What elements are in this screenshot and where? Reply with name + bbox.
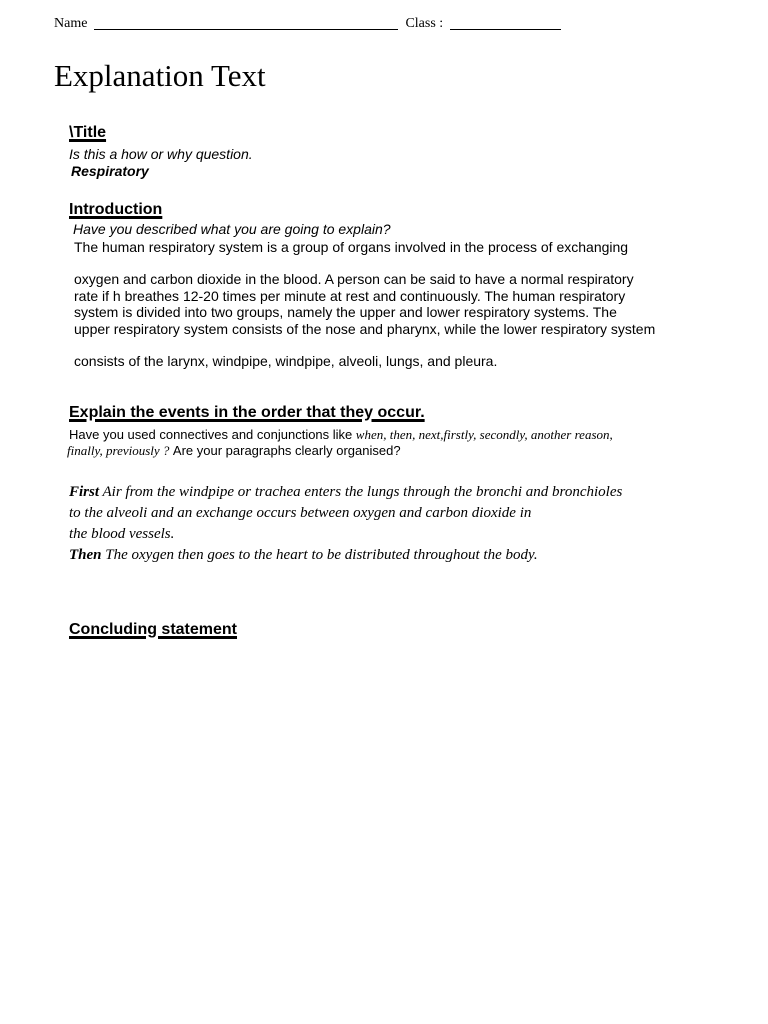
concluding-statement-heading: Concluding statement bbox=[69, 621, 238, 638]
events-connectives-2: finally, previously ? bbox=[67, 443, 170, 458]
name-blank-line[interactable] bbox=[94, 15, 398, 30]
events-prompt-end: Are your paragraphs clearly organised? bbox=[172, 443, 401, 458]
title-section-prompt: Is this a how or why question. bbox=[69, 146, 253, 162]
events-heading: Explain the events in the order that they occur. bbox=[69, 404, 425, 421]
introduction-heading: Introduction bbox=[69, 201, 163, 218]
introduction-line: system is divided into two groups, namely the upper and lower respiratory systems. The bbox=[74, 304, 617, 320]
student-info-row bbox=[54, 15, 561, 32]
introduction-line: consists of the larynx, windpipe, windpipe, alveoli, lungs, and pleura. bbox=[74, 353, 498, 369]
events-prompt-line-1 bbox=[69, 427, 613, 444]
first-event-line bbox=[69, 484, 622, 501]
document-title: Explanation Text bbox=[54, 58, 266, 93]
first-event-line: to the alveoli and an exchange occurs between oxygen and carbon dioxide in bbox=[69, 505, 532, 521]
title-section-heading: \Title bbox=[69, 124, 107, 141]
title-section-answer: Respiratory bbox=[71, 163, 149, 179]
first-event-text: Air from the windpipe or trachea enters the lungs through the bronchi and bronchioles bbox=[102, 484, 623, 500]
class-blank-line[interactable] bbox=[450, 15, 561, 30]
events-prompt-line-2 bbox=[67, 443, 401, 460]
name-label: Name bbox=[54, 16, 88, 31]
introduction-line: The human respiratory system is a group of organs involved in the process of exchanging bbox=[74, 239, 629, 255]
introduction-line: upper respiratory system consists of the nose and pharynx, while the lower respiratory system bbox=[74, 321, 656, 337]
then-label: Then bbox=[69, 547, 102, 563]
introduction-line: oxygen and carbon dioxide in the blood. A person can be said to have a normal respiratory bbox=[74, 271, 634, 287]
then-event-line bbox=[69, 547, 538, 564]
first-label: First bbox=[69, 484, 100, 500]
events-connectives-1: when, then, next,firstly, secondly, another reason, bbox=[355, 427, 613, 442]
then-event-text: The oxygen then goes to the heart to be distributed throughout the body. bbox=[105, 547, 538, 563]
class-label: Class : bbox=[405, 16, 444, 31]
first-event-line: the blood vessels. bbox=[69, 526, 175, 542]
introduction-line: rate if h breathes 12-20 times per minute at rest and continuously. The human respiratory bbox=[74, 288, 626, 304]
introduction-prompt: Have you described what you are going to explain? bbox=[73, 221, 391, 237]
events-prompt-start: Have you used connectives and conjunctions like bbox=[69, 427, 353, 442]
